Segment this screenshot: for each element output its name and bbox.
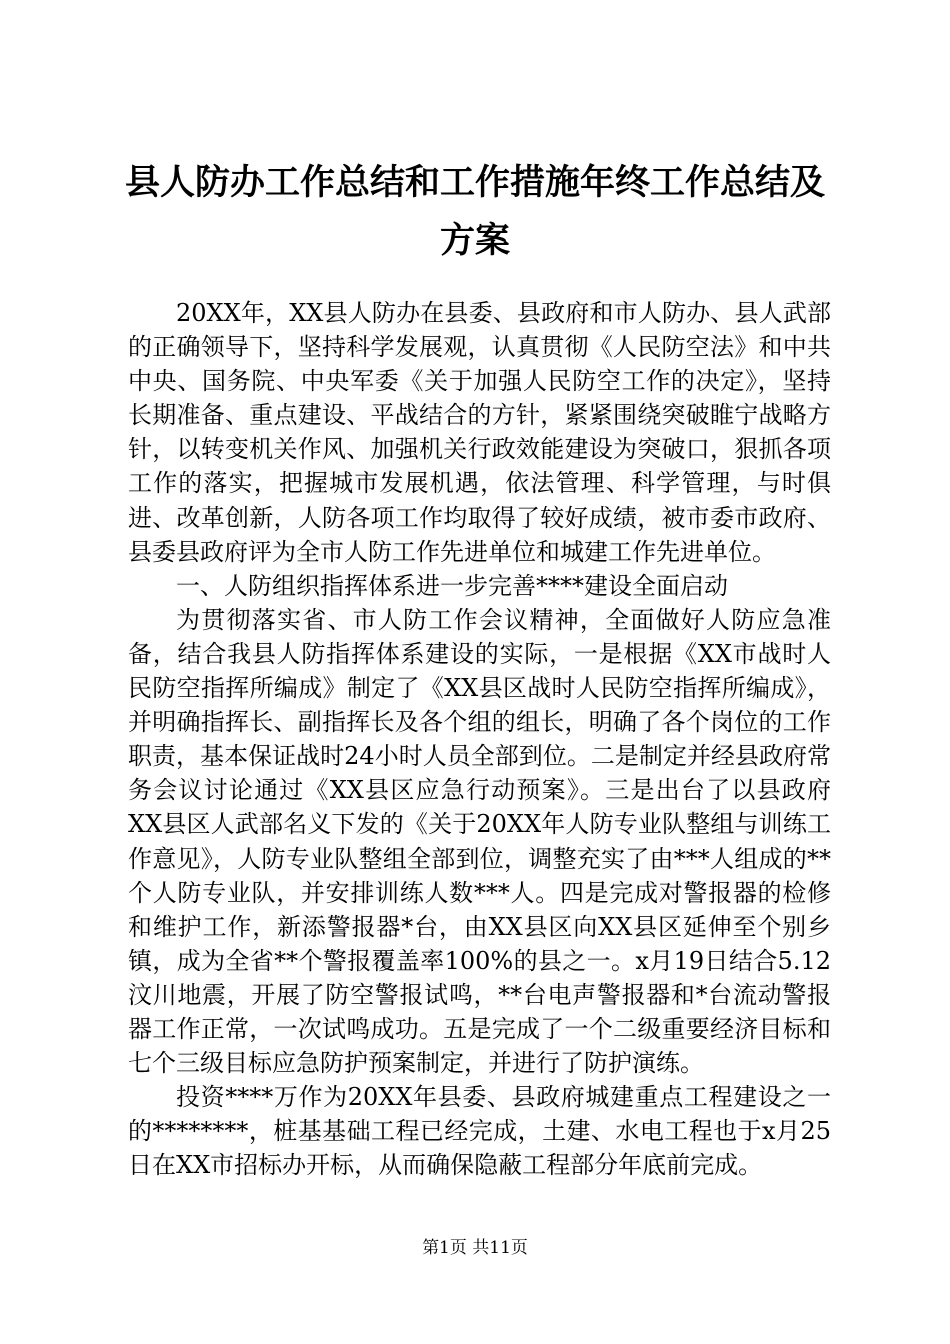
page-number-footer: 第1页 共11页 xyxy=(422,1238,528,1258)
document-title-line-1: 县人防办工作总结和工作措施年终工作总结及 xyxy=(124,163,825,203)
paragraph-investment: 投资****万作为20XX年县委、县政府城建重点工程建设之一的********，桩基基础工程已经完成，土建、水电工程也于x月25日在XX市招标办开标，从而确保隐蔽工程部分年底前完成。 xyxy=(128,1083,831,1180)
document-title-line-2: 方案 xyxy=(439,221,510,261)
paragraph-command-system: 为贯彻落实省、市人防工作会议精神，全面做好人防应急准备，结合我县人防指挥体系建设的实际，一是根据《XX市战时人民防空指挥所编成》制定了《XX县区战时人民防空指挥所编成》，并明确指挥长、副指挥长及各个组的组长，明确了各个岗位的工作职责，基本保证战时24小时人员全部到位。二是制定并经县政府常务会议讨论通过《XX县区应急行动预案》。三是出台了以县政府XX县区人武部名义下发的《关于20XX年人防专业队整组与训练工作意见》，人防专业队整组全部到位，调整充实了由***人组成的**个人防专业队，并安排训练人数***人。四是完成对警报器的检修和维护工作，新添警报器*台，由XX县区向XX县区延伸至个别乡镇，成为全省**个警报覆盖率100%的县之一。x月19日结合5.12汶川地震，开展了防空警报试鸣，**台电声警报器和*台流动警报器工作正常，一次试鸣成功。五是完成了一个二级重要经济目标和七个三级目标应急防护预案制定，并进行了防护演练。 xyxy=(128,605,831,1078)
section-heading-1: 一、人防组织指挥体系进一步完善****建设全面启动 xyxy=(176,571,728,600)
paragraph-intro: 20XX年，XX县人防办在县委、县政府和市人防办、县人武部的正确领导下，坚持科学发展观，认真贯彻《人民防空法》和中共中央、国务院、中央军委《关于加强人民防空工作的决定》，坚持长期准备、重点建设、平战结合的方针，紧紧围绕突破睢宁战略方针，以转变机关作风、加强机关行政效能建设为突破口，狠抓各项工作的落实，把握城市发展机遇，依法管理、科学管理，与时俱进、改革创新，人防各项工作均取得了较好成绩，被市委市政府、县委县政府评为全市人防工作先进单位和城建工作先进单位。 xyxy=(128,299,831,566)
document-body xyxy=(128,296,831,1182)
